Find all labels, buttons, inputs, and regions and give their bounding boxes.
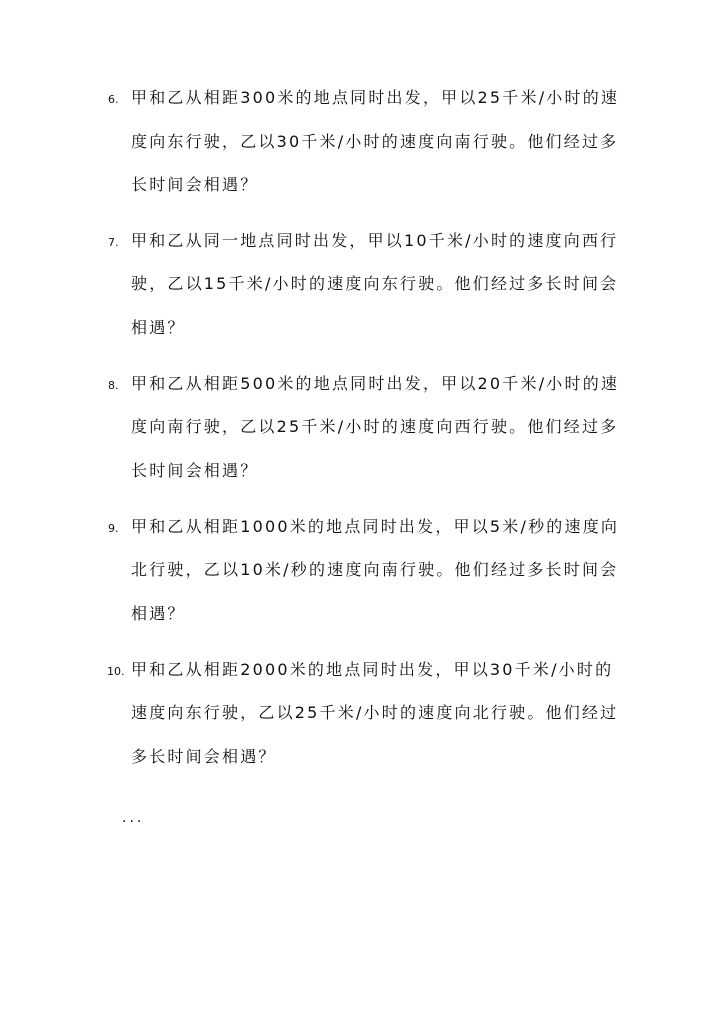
problem-number: 10. [107,665,125,678]
problem-text-line: 甲和乙从相距500米的地点同时出发，甲以20千米/小时的速 [131,374,620,393]
problem-number: 9. [108,522,119,535]
continuation-ellipsis: ... [122,810,145,826]
problem-number: 8. [108,379,119,392]
problem-text-line: 驶，乙以15千米/小时的速度向东行驶。他们经过多长时间会 [131,274,619,293]
problem-text-line: 相遇？ [131,318,186,337]
problem-text-line: 北行驶，乙以10米/秒的速度向南行驶。他们经过多长时间会 [131,560,619,579]
problem-number: 6. [108,93,119,106]
problem-text-line: 相遇？ [131,604,186,623]
problem-text-line: 甲和乙从同一地点同时出发，甲以10千米/小时的速度向西行 [131,231,619,250]
problem-text-line: 甲和乙从相距300米的地点同时出发，甲以25千米/小时的速 [131,88,620,107]
problem-text-line: 长时间会相遇？ [131,175,259,194]
problem-text-line: 长时间会相遇？ [131,461,259,480]
problem-text-line: 甲和乙从相距2000米的地点同时出发，甲以30千米/小时的 [131,660,614,679]
problem-text-line: 度向东行驶，乙以30千米/小时的速度向南行驶。他们经过多 [131,132,619,151]
problem-number: 7. [108,236,119,249]
problem-text-line: 度向南行驶，乙以25千米/小时的速度向西行驶。他们经过多 [131,417,619,436]
problem-text-line: 速度向东行驶，乙以25千米/小时的速度向北行驶。他们经过 [131,703,619,722]
problem-text-line: 甲和乙从相距1000米的地点同时出发，甲以5米/秒的速度向 [131,517,620,536]
problem-text-line: 多长时间会相遇？ [131,747,277,766]
